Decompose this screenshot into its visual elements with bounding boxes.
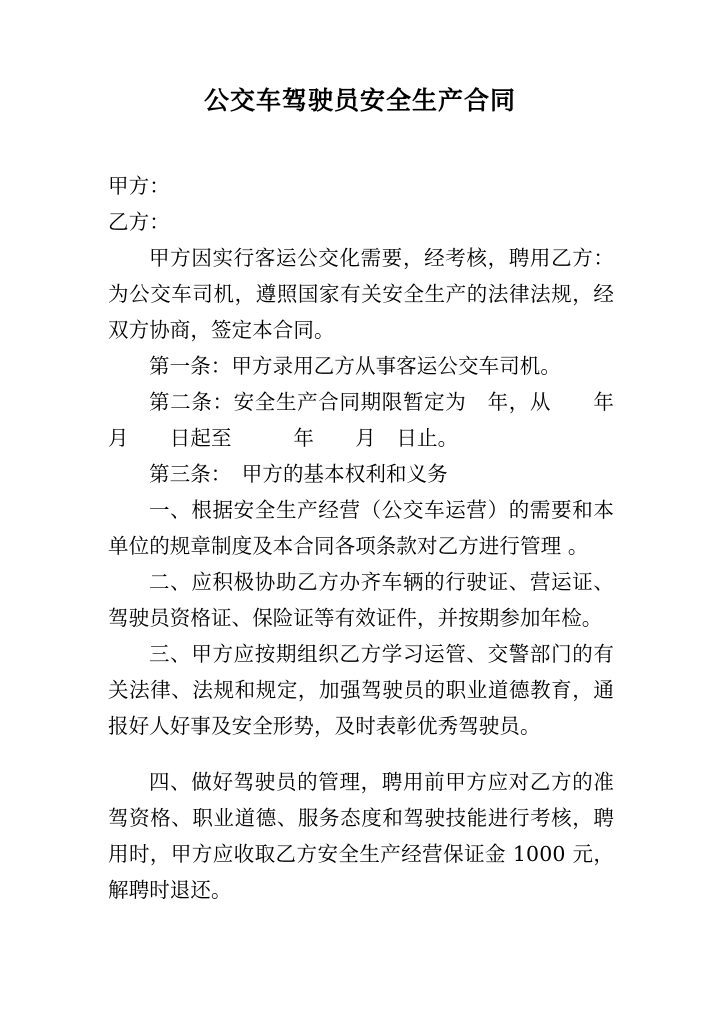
article-three-heading: 第三条： 甲方的基本权利和义务 <box>149 462 448 486</box>
document-body <box>108 168 635 908</box>
preamble-paragraph: 甲方因实行客运公交化需要，经考核，聘用乙方：为公交车司机，遵照国家有关安全生产的法律法规，经双方协商，签定本合同。 <box>108 246 614 342</box>
party-b-line: 乙方： <box>108 210 170 234</box>
article-three-item-two: 二、应积极协助乙方办齐车辆的行驶证、营运证、驾驶员资格证、保险证等有效证件，并按期参加年检。 <box>108 570 614 630</box>
page-title: 公交车驾驶员安全生产合同 <box>203 86 516 115</box>
article-three-item-one: 一、根据安全生产经营（公交车运营）的需要和本单位的规章制度及本合同各项条款对乙方进行管理 。 <box>108 498 614 558</box>
article-one-paragraph: 第一条：甲方录用乙方从事客运公交车司机。 <box>149 354 561 378</box>
article-three-item-three: 三、甲方应按期组织乙方学习运管、交警部门的有关法律、法规和规定，加强驾驶员的职业道德教育，通报好人好事及安全形势，及时表彰优秀驾驶员。 <box>108 642 614 738</box>
article-three-item-four: 四、做好驾驶员的管理，聘用前甲方应对乙方的准驾资格、职业道德、服务态度和驾驶技能进行考核，聘用时，甲方应收取乙方安全生产经营保证金 1000 元，解聘时退还。 <box>108 770 614 902</box>
article-two-paragraph: 第二条：安全生产合同期限暂定为 年，从 年 月 日起至 年 月 日止。 <box>108 390 635 450</box>
party-a-line: 甲方： <box>108 174 170 198</box>
